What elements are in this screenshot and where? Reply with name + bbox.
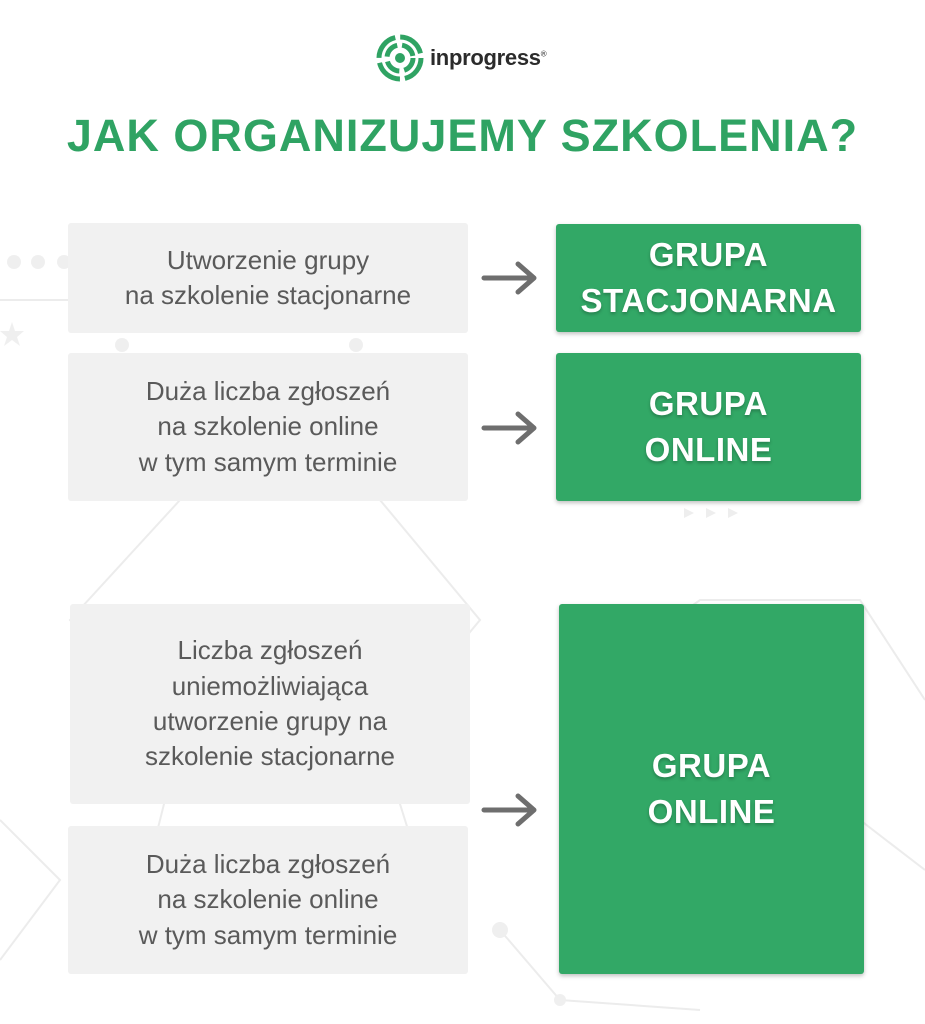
brand-name: inprogress® xyxy=(430,45,547,70)
arrow-right-icon xyxy=(480,790,540,830)
condition-box: Duża liczba zgłoszeń na szkolenie online w tym samym terminie xyxy=(68,826,468,974)
result-box-online-group: GRUPA ONLINE xyxy=(556,353,861,501)
condition-box: Utworzenie grupy na szkolenie stacjonarne xyxy=(68,223,468,333)
arrow-right-icon xyxy=(480,408,540,448)
page-title: JAK ORGANIZUJEMY SZKOLENIA? xyxy=(66,110,859,161)
arrow-right-icon xyxy=(480,258,540,298)
inprogress-logo-icon xyxy=(376,34,424,82)
result-box-stationary-group: GRUPA STACJONARNA xyxy=(556,224,861,332)
condition-box: Liczba zgłoszeń uniemożliwiająca utworzenie grupy na szkolenie stacjonarne xyxy=(70,604,470,804)
condition-box: Duża liczba zgłoszeń na szkolenie online w tym samym terminie xyxy=(68,353,468,501)
result-box-online-group: GRUPA ONLINE xyxy=(559,604,864,974)
brand-logo xyxy=(376,34,546,82)
